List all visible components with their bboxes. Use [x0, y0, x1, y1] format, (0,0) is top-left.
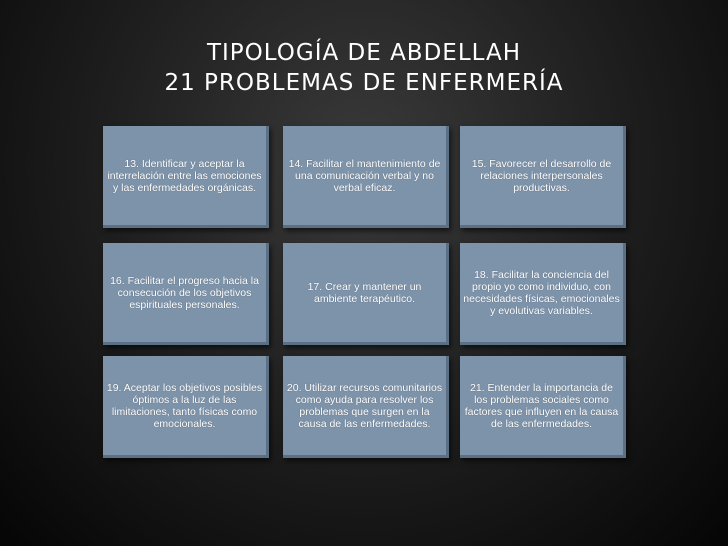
problem-text: 20. Utilizar recursos comunitarios como ayuda para resolver los problemas que surgen en la causa de las enfermedades. — [286, 381, 443, 430]
problem-text: 14. Facilitar el mantenimiento de una comunicación verbal y no verbal eficaz. — [288, 157, 441, 194]
problem-text: 19. Aceptar los objetivos posibles óptimos a la luz de las limitaciones, tanto físicas como emocionales. — [106, 381, 263, 430]
problem-card-15 — [460, 126, 626, 228]
problem-text: 17. Crear y mantener un ambiente terapéutico. — [307, 280, 422, 305]
problem-card-19 — [103, 356, 269, 458]
problem-card-16 — [103, 243, 269, 345]
problem-text: 16. Facilitar el progreso hacia la consecución de los objetivos espirituales personales. — [110, 274, 259, 311]
problem-card-20 — [283, 356, 449, 458]
title-line-2: 21 PROBLEMAS DE ENFERMERÍA — [164, 70, 564, 96]
problem-text: 21. Entender la importancia de los problemas sociales como factores que influyen en la causa de las enfermedades. — [464, 381, 619, 430]
problem-card-17 — [283, 243, 449, 345]
problem-card-21 — [460, 356, 626, 458]
problem-card-18 — [460, 243, 626, 345]
problem-card-14 — [283, 126, 449, 228]
problem-text: 15. Favorecer el desarrollo de relaciones interpersonales productivas. — [471, 157, 612, 194]
problem-text: 18. Facilitar la conciencia del propio yo como individuo, con necesidades físicas, emocionales y evolutivas variables. — [463, 268, 620, 317]
problem-text: 13. Identificar y aceptar la interrelación entre las emociones y las enfermedades orgánicas. — [107, 157, 262, 194]
problem-card-13 — [103, 126, 269, 228]
title-line-1: TIPOLOGÍA DE ABDELLAH — [206, 40, 522, 66]
